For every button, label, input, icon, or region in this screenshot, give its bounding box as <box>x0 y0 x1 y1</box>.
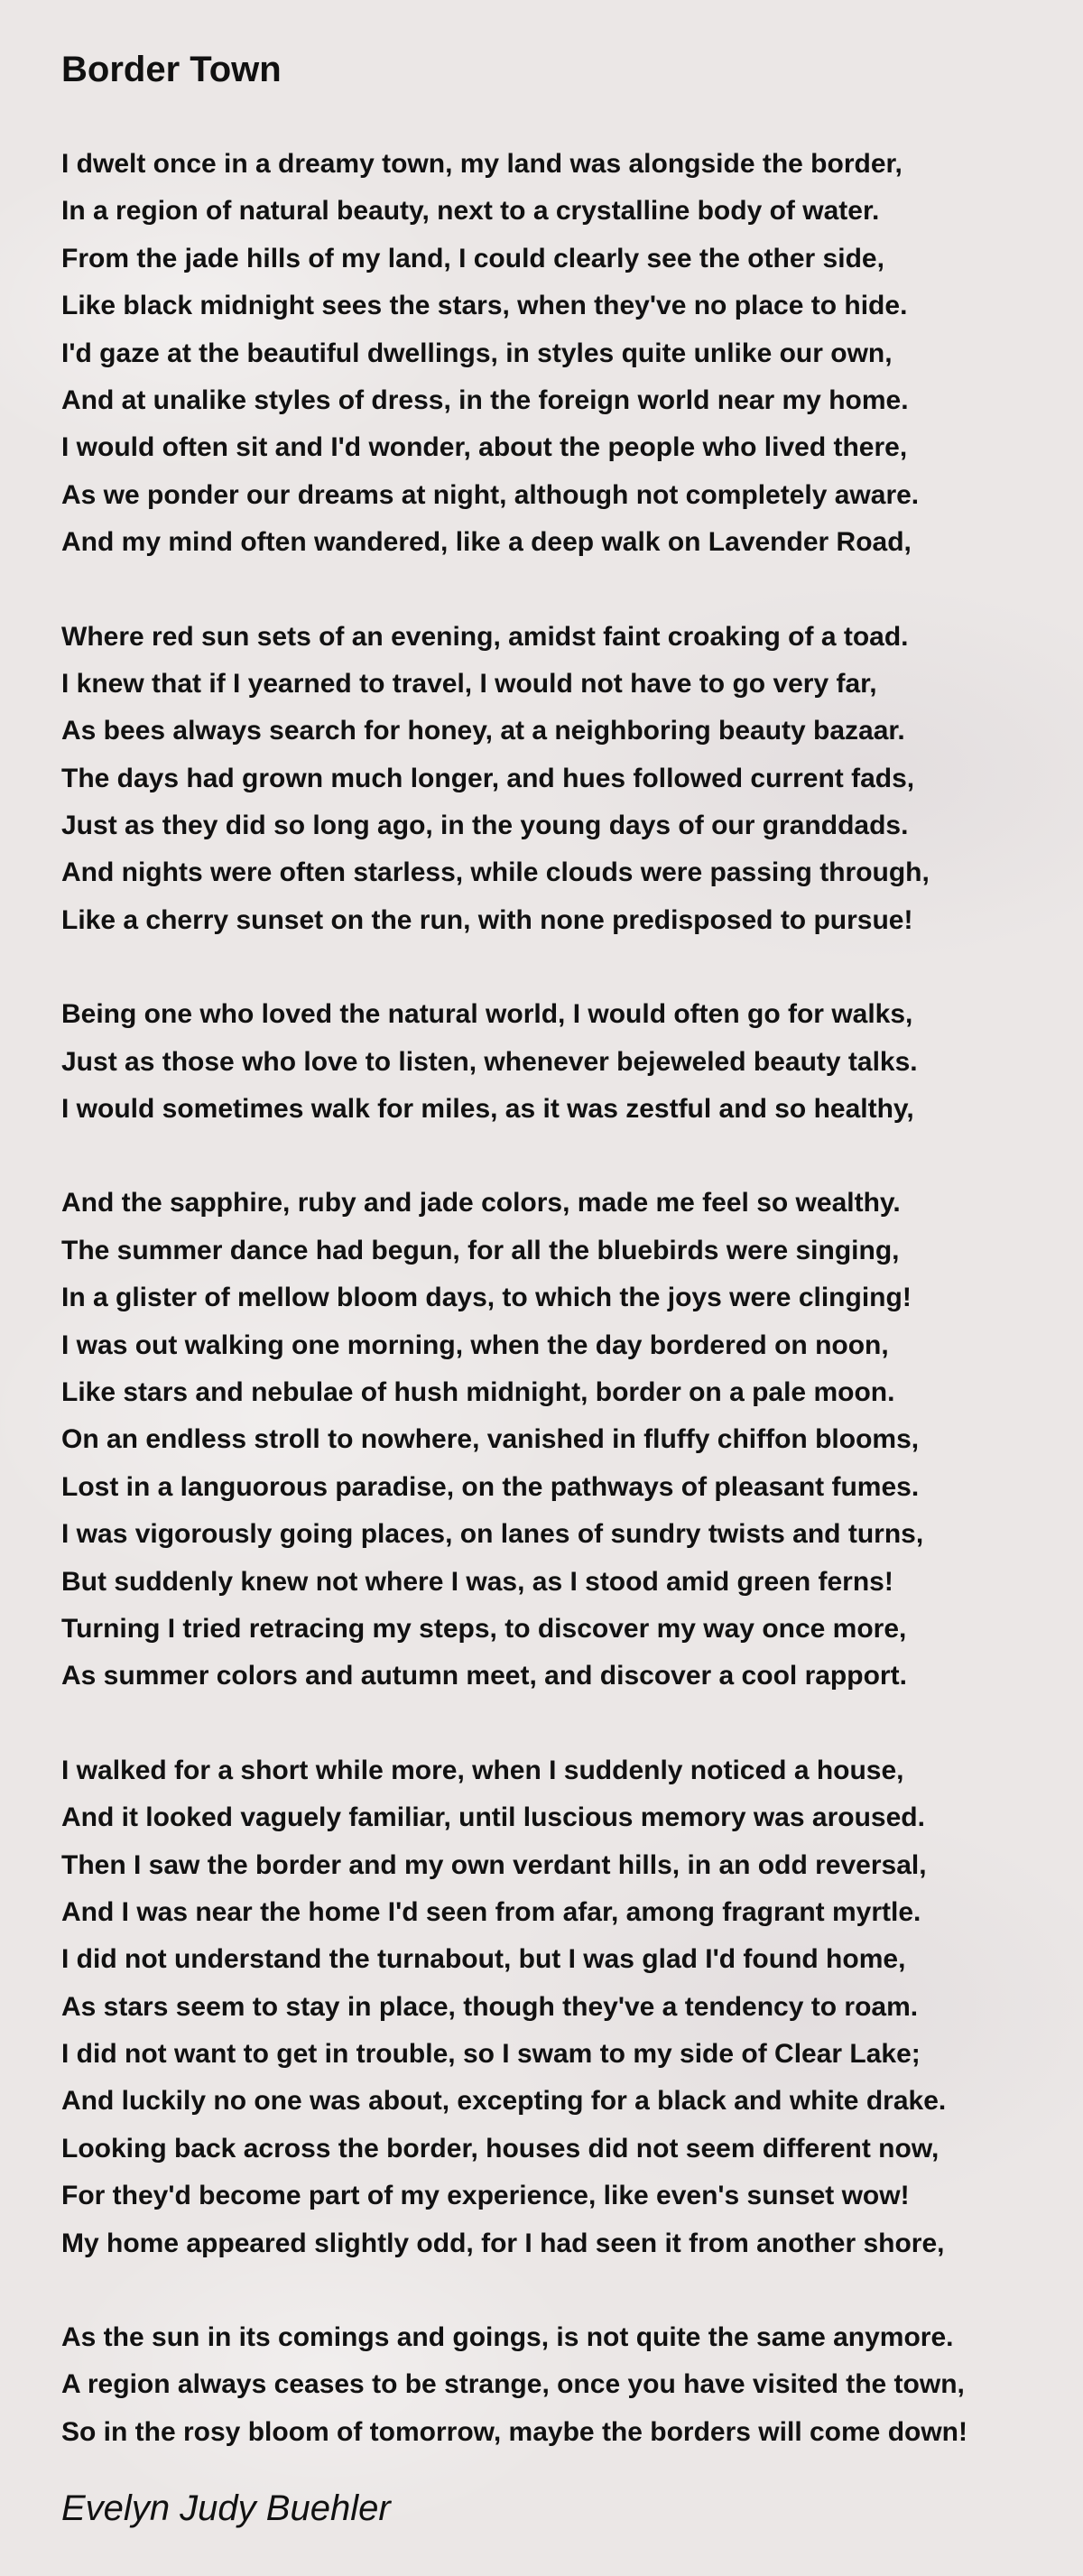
poem-line: The days had grown much longer, and hues followed current fads, <box>61 763 915 793</box>
poem-author: Evelyn Judy Buehler <box>61 2488 391 2528</box>
poem-line: As summer colors and autumn meet, and discover a cool rapport. <box>61 1661 907 1691</box>
poem-stanza <box>61 1180 1063 1700</box>
poem-line: In a glister of mellow bloom days, to which the joys were clinging! <box>61 1283 912 1313</box>
poem-stanza <box>61 2314 1063 2456</box>
poem-line: Like a cherry sunset on the run, with none predisposed to pursue! <box>61 904 913 935</box>
poem-line: And nights were often starless, while clouds were passing through, <box>61 857 930 888</box>
poem-line: I dwelt once in a dreamy town, my land was alongside the border, <box>61 149 902 179</box>
poem-line: On an endless stroll to nowhere, vanished in fluffy chiffon blooms, <box>61 1424 920 1455</box>
poem-line: And the sapphire, ruby and jade colors, made me feel so wealthy. <box>61 1188 901 1219</box>
poem-line: I would often sit and I'd wonder, about the people who lived there, <box>61 432 908 463</box>
poem-stanza <box>61 614 1063 945</box>
poem-line: So in the rosy bloom of tomorrow, maybe the borders will come down! <box>61 2416 967 2447</box>
poem-stanza <box>61 1747 1063 2267</box>
poem-stanza <box>61 141 1063 567</box>
poem-line: I did not want to get in trouble, so I swam to my side of Clear Lake; <box>61 2039 921 2070</box>
poem-line: Where red sun sets of an evening, amidst faint croaking of a toad. <box>61 621 909 652</box>
poem-line: Then I saw the border and my own verdant hills, in an odd reversal, <box>61 1849 927 1880</box>
poem-line: And at unalike styles of dress, in the foreign world near my home. <box>61 385 909 415</box>
poem-line: I walked for a short while more, when I suddenly noticed a house, <box>61 1755 904 1785</box>
poem-line: As we ponder our dreams at night, although not completely aware. <box>61 479 920 510</box>
poem-line: Lost in a languorous paradise, on the pathways of pleasant fumes. <box>61 1471 920 1502</box>
poem-body <box>61 141 1063 2503</box>
poem-line: I was vigorously going places, on lanes of sundry twists and turns, <box>61 1519 924 1550</box>
poem-line: I did not understand the turnabout, but I was glad I'd found home, <box>61 1944 906 1975</box>
poem-line: Looking back across the border, houses did not seem different now, <box>61 2133 940 2164</box>
poem-line: And I was near the home I'd seen from afar, among fragrant myrtle. <box>61 1896 921 1927</box>
poem-line: As the sun in its comings and goings, is not quite the same anymore. <box>61 2322 954 2353</box>
poem-line: As stars seem to stay in place, though they've a tendency to roam. <box>61 1991 919 2022</box>
poem-line: And my mind often wandered, like a deep walk on Lavender Road, <box>61 527 912 558</box>
poem-line: The summer dance had begun, for all the bluebirds were singing, <box>61 1235 900 1265</box>
poem-line: Being one who loved the natural world, I would often go for walks, <box>61 999 913 1030</box>
poem-line: I knew that if I yearned to travel, I would not have to go very far, <box>61 668 877 699</box>
poem-stanza <box>61 991 1063 1133</box>
poem-line: Like stars and nebulae of hush midnight, border on a pale moon. <box>61 1376 895 1407</box>
poem-line: My home appeared slightly odd, for I had seen it from another shore, <box>61 2228 945 2258</box>
poem-line: And luckily no one was about, excepting for a black and white drake. <box>61 2086 947 2117</box>
poem-line: A region always ceases to be strange, once you have visited the town, <box>61 2369 965 2400</box>
poem-line: And it looked vaguely familiar, until luscious memory was aroused. <box>61 1802 925 1833</box>
poem-line: Just as those who love to listen, whenever bejeweled beauty talks. <box>61 1046 918 1077</box>
poem-line: I'd gaze at the beautiful dwellings, in styles quite unlike our own, <box>61 338 893 368</box>
poem-line: From the jade hills of my land, I could clearly see the other side, <box>61 243 884 273</box>
poem-line: Like black midnight sees the stars, when they've no place to hide. <box>61 291 908 321</box>
poem-line: As bees always search for honey, at a neighboring beauty bazaar. <box>61 716 905 746</box>
poem-line: I was out walking one morning, when the day bordered on noon, <box>61 1330 889 1360</box>
poem-title: Border Town <box>61 50 282 89</box>
poem-line: Just as they did so long ago, in the young days of our granddads. <box>61 811 909 841</box>
poem-line: But suddenly knew not where I was, as I stood amid green ferns! <box>61 1566 893 1597</box>
poem-line: I would sometimes walk for miles, as it was zestful and so healthy, <box>61 1094 914 1125</box>
poem-line: For they'd become part of my experience, like even's sunset wow! <box>61 2181 910 2211</box>
poem-line: Turning I tried retracing my steps, to discover my way once more, <box>61 1613 907 1644</box>
poem-line: In a region of natural beauty, next to a crystalline body of water. <box>61 196 880 227</box>
